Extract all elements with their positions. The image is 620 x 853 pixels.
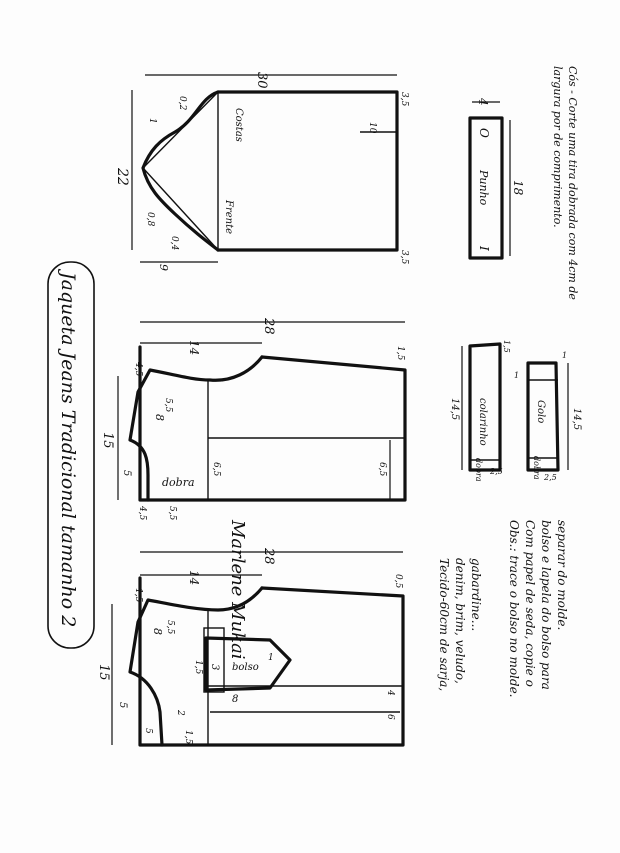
- collar-fold: dobra: [532, 456, 541, 480]
- sleeve-hem-margin-top: 3,5: [399, 92, 409, 107]
- obs-note-line: bolso e lapela do bolso para: [539, 520, 553, 690]
- back-length-label: 28: [261, 318, 276, 335]
- sleeve-length-label: 30: [254, 72, 269, 89]
- title-cloud: [48, 262, 94, 648]
- back-width-label: 15: [100, 432, 115, 449]
- sleeve-front-label: Frente: [223, 200, 234, 235]
- fabric-note-line: gabardine...: [469, 558, 483, 632]
- fabric-note-line: Tecido-60cm de sarja,: [437, 558, 451, 692]
- designer-signature: Marlene Mukai: [227, 520, 248, 660]
- sleeve-hem-margin: 3,5: [399, 250, 409, 265]
- belt-note-box: [520, 66, 580, 306]
- obs-note-line: separar do molde.: [555, 520, 569, 631]
- front-neck-w-label: 5: [143, 728, 153, 734]
- collar-width: 2,5: [544, 473, 557, 482]
- cuff-width-label: 4: [476, 98, 490, 106]
- sleeve-guide-line: [143, 168, 218, 250]
- collar-stand-end: 1,5: [502, 340, 511, 353]
- back-hem-label: 5: [121, 470, 132, 477]
- back-side2-label: 5,5: [167, 506, 177, 521]
- cuff-mark-o: O: [477, 128, 491, 138]
- sleeve-cap-offset: 0,2: [177, 96, 187, 111]
- front-upper-label: 14: [187, 570, 201, 586]
- back-shoulder-drop-label: 1,5: [395, 346, 405, 361]
- sleeve-width-label: 22: [114, 168, 130, 186]
- collar-label: Golo: [535, 400, 546, 424]
- front-hem-label: 5: [117, 702, 128, 709]
- obs-note-line: Com papel de seda, copie o: [523, 520, 537, 687]
- sleeve-cap-inner: 1: [147, 118, 157, 124]
- fabric-note: [437, 558, 483, 691]
- cuff-length-label: 18: [511, 180, 525, 196]
- collar-stand-pattern: [449, 340, 519, 482]
- front-hem-step-label: 1,5: [183, 730, 193, 745]
- back-shoulder-label: 4,5: [133, 362, 143, 377]
- obs-note-line: Obs.: trace o bolso no molde.: [507, 520, 521, 698]
- pocket-label: bolso: [232, 662, 259, 673]
- front-neck-label: 8: [151, 628, 164, 635]
- back-armhole-label: 5,5: [163, 398, 173, 413]
- back-mid-label: 6,5: [211, 462, 221, 477]
- collar-stand-width: 2,5: [490, 467, 503, 476]
- collar-stand-length: 14,5: [449, 398, 460, 421]
- back-neck-label: 8: [153, 414, 166, 421]
- collar-stand-tip: 1: [514, 371, 520, 380]
- sleeve-hem-height: 9: [157, 264, 170, 271]
- obs-note: [507, 520, 569, 698]
- front-length-label: 28: [261, 548, 276, 565]
- front-side2-label: 4: [385, 690, 395, 696]
- back-fold-label: dobra: [162, 476, 195, 489]
- sleeve-front-depth: 0,8: [145, 212, 155, 227]
- front-tip-label: 0,5: [393, 574, 403, 589]
- collar-pattern: [528, 351, 582, 482]
- collar-stand-fold: dobra: [474, 458, 483, 482]
- back-bodice-pattern: [100, 317, 405, 521]
- sleeve-slit-label: 10: [367, 122, 377, 134]
- back-armhole-neck: [130, 357, 262, 500]
- collar-length: 14,5: [571, 408, 582, 431]
- pocket-tip-label: 1: [268, 653, 274, 663]
- fabric-note-line: denim, brim, veludo,: [453, 558, 467, 684]
- front-shoulder-label: 1,5: [133, 588, 143, 603]
- sleeve-pattern: [114, 72, 409, 271]
- page-title: Jaqueta Jeans Tradicional tamanho 2: [57, 272, 79, 628]
- front-side-label: 6: [385, 714, 395, 720]
- back-side-label: 4,5: [137, 506, 147, 521]
- back-hem2-label: 6,5: [377, 462, 387, 477]
- pocket-width-label: 8: [232, 694, 239, 705]
- back-upper-label: 14: [187, 340, 201, 356]
- cuff-mark-i: I: [477, 246, 491, 251]
- collar-end: 1: [562, 351, 568, 360]
- front-armhole-label: 5,5: [165, 620, 175, 635]
- sleeve-front-step: 0,4: [169, 236, 179, 251]
- front-width-label: 15: [96, 664, 111, 681]
- cuff-pattern: [470, 97, 525, 258]
- front-hem-small-label: 2: [175, 710, 185, 716]
- pocket-side-label: 1,5: [193, 660, 203, 675]
- pocket-height-label: 3: [209, 664, 220, 671]
- front-bodice-pattern: [96, 547, 403, 745]
- belt-note: [520, 66, 580, 306]
- belt-note-text: Cós - Corte uma tira dobrada com 4cm de largura por de comprimento.: [551, 66, 579, 300]
- collar-stand-label: colarinho: [477, 398, 488, 446]
- sleeve-back-label: Costas: [233, 108, 244, 142]
- cuff-name-label: Punho: [477, 170, 490, 206]
